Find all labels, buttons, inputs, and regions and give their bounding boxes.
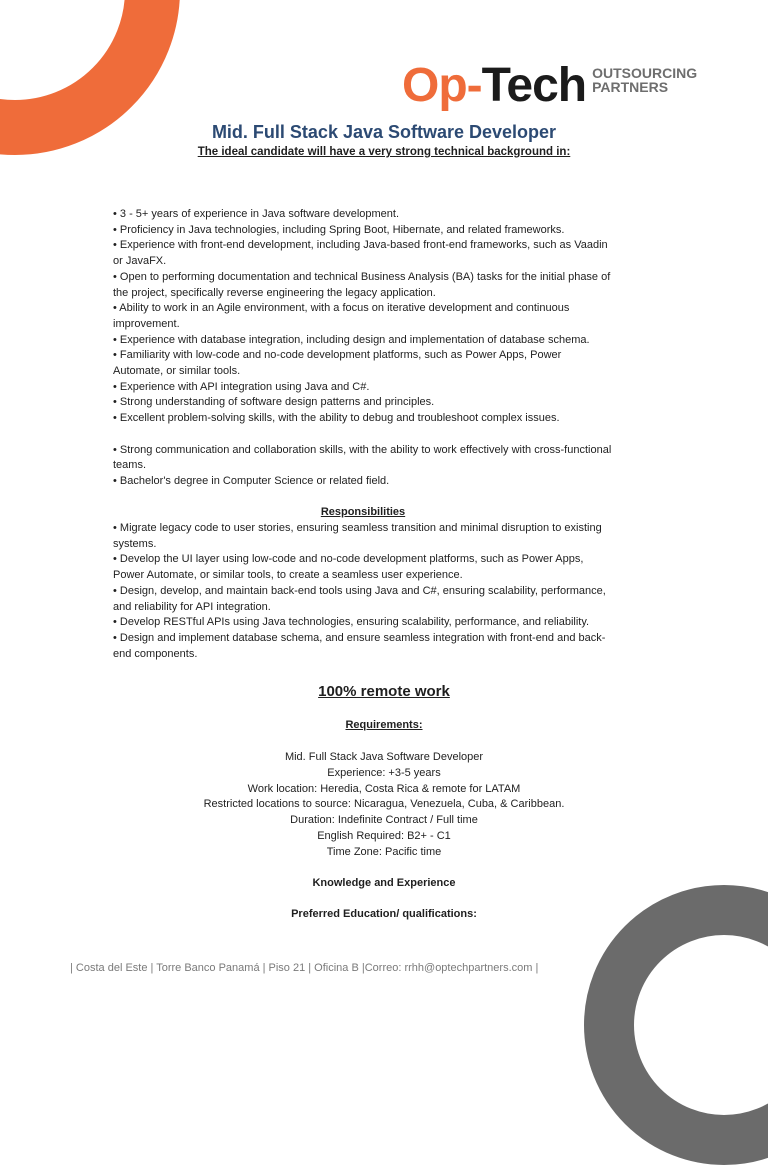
list-item: • Excellent problem-solving skills, with the ability to debug and troubleshoot complex issues.: [113, 412, 560, 425]
requirement-line: Time Zone: Pacific time: [326, 845, 442, 858]
logo-dash: -: [466, 59, 482, 112]
page-subtitle: The ideal candidate will have a very strong technical background in:: [197, 146, 571, 158]
logo-wordmark: [402, 58, 586, 114]
logo-tagline-line2: PARTNERS: [592, 79, 669, 95]
list-item: • Experience with front-end development, including Java-based front-end frameworks, such as Vaadin or JavaFX.: [113, 239, 608, 268]
list-item: • Design, develop, and maintain back-end tools using Java and C#, ensuring scalability, performance, and reliability for API integration.: [113, 584, 606, 613]
education-heading: Preferred Education/ qualifications:: [291, 908, 477, 920]
page-title: Mid. Full Stack Java Software Developer: [211, 122, 557, 142]
requirement-line: Duration: Indefinite Contract / Full time: [290, 814, 478, 827]
logo-tagline-line1: OUTSOURCING: [592, 65, 698, 81]
list-item: • Experience with database integration, including design and implementation of database schema.: [113, 333, 590, 346]
list-item: • Develop RESTful APIs using Java technologies, ensuring scalability, performance, and reliability.: [113, 616, 590, 629]
knowledge-heading: Knowledge and Experience: [312, 877, 456, 889]
requirement-line: Work location: Heredia, Costa Rica & remote for LATAM: [247, 782, 521, 795]
requirements-heading: Requirements:: [345, 719, 423, 731]
decorative-gray-ring: [584, 885, 768, 1165]
list-item: • Familiarity with low-code and no-code development platforms, such as Power Apps, Power Automate, or similar tools.: [113, 349, 562, 378]
list-item: • Experience with API integration using Java and C#.: [113, 380, 370, 393]
list-item: • Design and implement database schema, and ensure seamless integration with front-end and back-end components.: [113, 631, 606, 660]
remote-work-banner: 100% remote work: [318, 683, 450, 700]
requirement-line: Restricted locations to source: Nicaragua, Venezuela, Cuba, & Caribbean.: [203, 798, 565, 811]
requirement-line: Experience: +3-5 years: [327, 766, 441, 779]
list-item: • Migrate legacy code to user stories, ensuring seamless transition and minimal disruption to existing systems.: [113, 522, 602, 550]
list-item: • Proficiency in Java technologies, including Spring Boot, Hibernate, and related frameworks.: [113, 223, 565, 236]
requirement-line: Mid. Full Stack Java Software Developer: [284, 751, 484, 763]
list-item: • Strong understanding of software design patterns and principles.: [113, 396, 435, 409]
responsibilities-heading: Responsibilities: [320, 506, 406, 519]
requirements-list: [0, 750, 768, 861]
logo-tagline: [592, 66, 697, 94]
list-item: • Bachelor's degree in Computer Science or related field.: [113, 474, 390, 487]
list-item: • Strong communication and collaboration skills, with the ability to work effectively with cross-functional teams.: [113, 443, 612, 472]
logo-op: Op: [402, 59, 467, 112]
list-item: • Open to performing documentation and technical Business Analysis (BA) tasks for the initial phase of the project, specifically reverse engineering the legacy application.: [113, 270, 611, 299]
main-content: [113, 207, 613, 662]
requirement-line: English Required: B2+ - C1: [317, 829, 451, 842]
footer-contact: | Costa del Este | Torre Banco Panamá | Piso 21 | Oficina B |Correo: rrhh@optechpartners.com |: [70, 962, 539, 974]
list-item: • Ability to work in an Agile environment, with a focus on iterative development and continuous improvement.: [113, 302, 570, 330]
company-logo: [402, 58, 697, 114]
list-item: • Develop the UI layer using low-code and no-code development platforms, such as Power Apps, Power Automate, or similar tools, to create a seamless user experience.: [113, 553, 584, 582]
logo-tech: Tech: [481, 59, 587, 112]
list-item: • 3 - 5+ years of experience in Java software development.: [113, 208, 400, 220]
